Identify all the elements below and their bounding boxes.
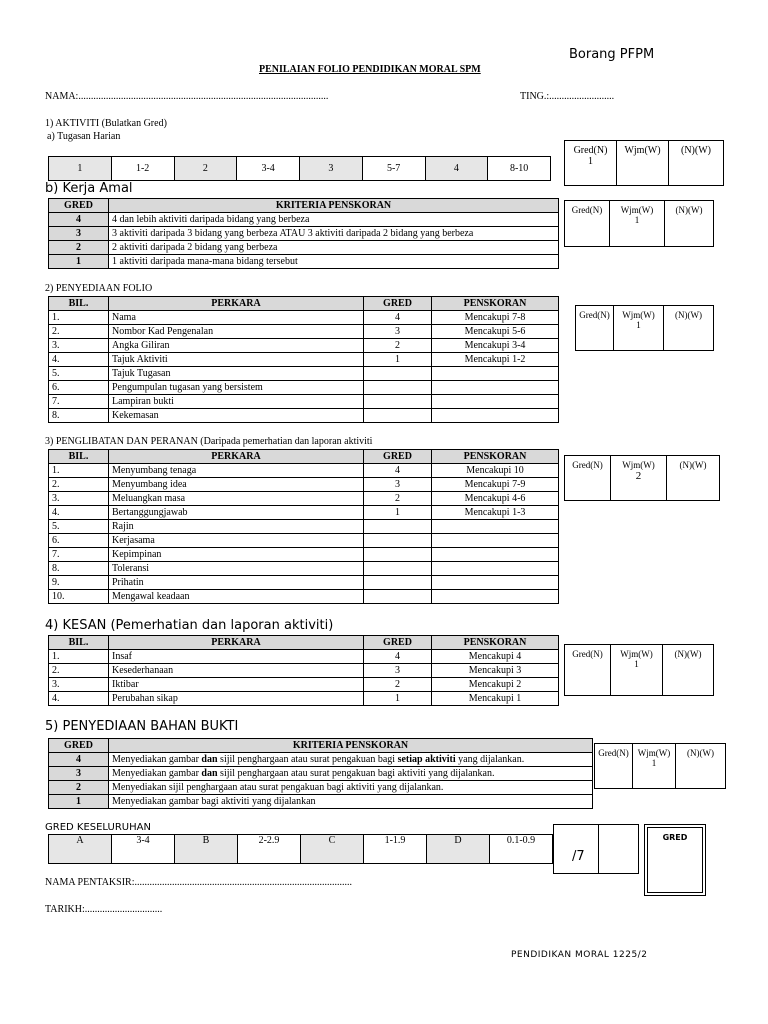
form-code: Borang PFPM [569, 47, 655, 62]
cell: 2-2.9 [238, 835, 301, 864]
gred-n: Gred(N) [595, 744, 633, 788]
kriteria: Menyediakan gambar dan sijil penghargaan atau surat pengakuan bagi setiap aktiviti yang dijalankan. [109, 753, 593, 767]
penskoran: Mencakupi 3-4 [432, 339, 559, 353]
table-row [49, 381, 559, 395]
kriteria: 3 aktiviti daripada 3 bidang yang berbeza ATAU 3 aktiviti daripada 2 bidang yang berbeza [109, 227, 559, 241]
col-header: BIL. [49, 450, 109, 464]
table-row [49, 353, 559, 367]
cell: A [49, 835, 112, 864]
nama-field[interactable]: NAMA:.................................................................................................... [45, 91, 329, 102]
bil: 5. [49, 367, 109, 381]
table-row [49, 562, 559, 576]
gred-n: Gred(N) [576, 306, 614, 350]
col-header: PERKARA [109, 636, 364, 650]
penskoran: Mencakupi 3 [432, 664, 559, 678]
ting-field[interactable]: TING.:.......................... [520, 91, 615, 102]
col-header: BIL. [49, 636, 109, 650]
cell: 3-4 [237, 157, 300, 181]
gred: 4 [364, 464, 432, 478]
bil: 4. [49, 692, 109, 706]
overall-table [48, 834, 553, 864]
table-row [49, 534, 559, 548]
cell: D [427, 835, 490, 864]
bil: 3. [49, 678, 109, 692]
perkara: Mengawal keadaan [109, 590, 364, 604]
table-row [49, 409, 559, 423]
bil: 4. [49, 506, 109, 520]
table-row [49, 478, 559, 492]
penglibatan-table [48, 449, 559, 604]
wjm-w: Wjm(W) [617, 141, 669, 185]
penskoran: Mencakupi 1 [432, 692, 559, 706]
penskoran: Mencakupi 1-3 [432, 506, 559, 520]
cell: 1-2 [111, 157, 174, 181]
n-w: (N)(W) [679, 460, 707, 470]
gred: 1 [49, 255, 109, 269]
perkara: Prihatin [109, 576, 364, 590]
wjm-w: Wjm(W) 2 [611, 456, 667, 500]
section4-heading: 4) KESAN (Pemerhatian dan laporan aktiviti) [45, 618, 334, 633]
section1b-heading: b) Kerja Amal [45, 181, 133, 196]
bahan-bukti-table [48, 738, 593, 809]
gred: 1 [364, 692, 432, 706]
col-header: GRED [364, 450, 432, 464]
bil: 10. [49, 590, 109, 604]
tarikh-field[interactable]: TARIKH:............................... [45, 904, 163, 915]
perkara: Menyumbang idea [109, 478, 364, 492]
cell: 3 [300, 157, 363, 181]
wjm-w: Wjm(W) 1 [614, 306, 664, 350]
perkara: Kekemasan [109, 409, 364, 423]
bil: 9. [49, 576, 109, 590]
perkara: Kerjasama [109, 534, 364, 548]
score-box-2 [575, 305, 714, 351]
gred: 3 [364, 478, 432, 492]
perkara: Rajin [109, 520, 364, 534]
wjm-w: Wjm(W) 1 [610, 201, 665, 246]
folio-table [48, 296, 559, 423]
perkara: Tajuk Aktiviti [109, 353, 364, 367]
penskoran: Mencakupi 7-8 [432, 311, 559, 325]
bil: 1. [49, 464, 109, 478]
perkara: Kesederhanaan [109, 664, 364, 678]
table-row [49, 311, 559, 325]
bil: 2. [49, 325, 109, 339]
table-row [49, 650, 559, 664]
gred [364, 562, 432, 576]
gred: 3 [364, 664, 432, 678]
bil: 2. [49, 664, 109, 678]
perkara: Menyumbang tenaga [109, 464, 364, 478]
col-header: PERKARA [109, 450, 364, 464]
penskoran [432, 395, 559, 409]
gred [364, 381, 432, 395]
cell: B [175, 835, 238, 864]
gred: 3 [49, 767, 109, 781]
perkara: Nombor Kad Pengenalan [109, 325, 364, 339]
table-row [49, 576, 559, 590]
section1-heading: 1) AKTIVITI (Bulatkan Gred) [45, 118, 167, 129]
gred [364, 409, 432, 423]
cell: 5-7 [362, 157, 425, 181]
col-header: GRED [364, 636, 432, 650]
kriteria: 4 dan lebih aktiviti daripada bidang yang berbeza [109, 213, 559, 227]
bil: 4. [49, 353, 109, 367]
perkara: Kepimpinan [109, 548, 364, 562]
overall-heading: GRED KESELURUHAN [45, 822, 151, 833]
kerja-amal-table [48, 198, 559, 269]
gred-n: Gred(N) [565, 645, 611, 695]
col-header: PERKARA [109, 297, 364, 311]
gred [364, 520, 432, 534]
col-header: KRITERIA PENSKORAN [109, 199, 559, 213]
kriteria: Menyediakan sijil penghargaan atau surat pengakuan bagi aktiviti yang dijalankan. [109, 781, 593, 795]
bil: 6. [49, 534, 109, 548]
penskoran [432, 562, 559, 576]
table-row [49, 367, 559, 381]
gred-box [644, 824, 706, 896]
bil: 2. [49, 478, 109, 492]
n-w: (N)(W) [674, 649, 702, 659]
gred: 4 [49, 213, 109, 227]
gred: 1 [49, 795, 109, 809]
aktiviti-table [48, 156, 551, 181]
score-box-1b [564, 200, 714, 247]
gred [364, 367, 432, 381]
perkara: Perubahan sikap [109, 692, 364, 706]
gred: 3 [364, 325, 432, 339]
penskoran: Mencakupi 4-6 [432, 492, 559, 506]
col-header: KRITERIA PENSKORAN [109, 739, 593, 753]
penskoran: Mencakupi 2 [432, 678, 559, 692]
perkara: Toleransi [109, 562, 364, 576]
perkara: Insaf [109, 650, 364, 664]
score-box-4 [564, 644, 714, 696]
bil: 5. [49, 520, 109, 534]
cell: 3-4 [112, 835, 175, 864]
gred: 2 [49, 781, 109, 795]
table-row [49, 520, 559, 534]
bil: 8. [49, 562, 109, 576]
bil: 1. [49, 311, 109, 325]
gred: 4 [49, 753, 109, 767]
gred: 2 [364, 492, 432, 506]
penskoran: Mencakupi 4 [432, 650, 559, 664]
gred [364, 548, 432, 562]
table-row [49, 492, 559, 506]
gred [364, 576, 432, 590]
perkara: Tajuk Tugasan [109, 367, 364, 381]
kriteria: Menyediakan gambar bagi aktiviti yang dijalankan [109, 795, 593, 809]
cell: 0.1-0.9 [490, 835, 553, 864]
penskoran [432, 520, 559, 534]
penskoran: Mencakupi 7-9 [432, 478, 559, 492]
penskoran [432, 534, 559, 548]
penskoran [432, 576, 559, 590]
table-row [49, 548, 559, 562]
bil: 8. [49, 409, 109, 423]
gred [364, 590, 432, 604]
gred: 3 [49, 227, 109, 241]
gred [364, 534, 432, 548]
gred-label: GRED [662, 833, 688, 842]
wjm-w: Wjm(W) 1 [611, 645, 663, 695]
col-header: GRED [49, 739, 109, 753]
page-title: PENILAIAN FOLIO PENDIDIKAN MORAL SPM [259, 64, 481, 75]
total-box [553, 824, 639, 874]
cell: C [301, 835, 364, 864]
section1-sub: a) Tugasan Harian [47, 131, 121, 142]
gred: 2 [49, 241, 109, 255]
penskoran [432, 381, 559, 395]
col-header: PENSKORAN [432, 297, 559, 311]
table-row [49, 464, 559, 478]
col-header: PENSKORAN [432, 636, 559, 650]
perkara: Angka Giliran [109, 339, 364, 353]
gred-n: Gred(N) [565, 201, 610, 246]
gred-n: Gred(N) [565, 456, 611, 500]
penskoran: Mencakupi 5-6 [432, 325, 559, 339]
table-row [49, 590, 559, 604]
table-row [49, 678, 559, 692]
penskoran [432, 590, 559, 604]
gred: 4 [364, 311, 432, 325]
bil: 1. [49, 650, 109, 664]
penskoran [432, 548, 559, 562]
perkara: Pengumpulan tugasan yang bersistem [109, 381, 364, 395]
n-w: (N)(W) [687, 748, 714, 758]
n-w: (N)(W) [675, 310, 702, 320]
gred: 1 [364, 506, 432, 520]
kriteria: 2 aktiviti daripada 2 bidang yang berbeza [109, 241, 559, 255]
perkara: Bertanggungjawab [109, 506, 364, 520]
col-header: BIL. [49, 297, 109, 311]
perkara: Nama [109, 311, 364, 325]
perkara: Iktibar [109, 678, 364, 692]
cell: 8-10 [488, 157, 551, 181]
gred: 2 [364, 339, 432, 353]
table-row [49, 664, 559, 678]
penskoran [432, 409, 559, 423]
table-row [49, 506, 559, 520]
col-header: PENSKORAN [432, 450, 559, 464]
table-row [49, 325, 559, 339]
score-box-5 [594, 743, 726, 789]
bil: 7. [49, 395, 109, 409]
perkara: Lampiran bukti [109, 395, 364, 409]
cell: 1 [49, 157, 112, 181]
footer-text: PENDIDIKAN MORAL 1225/2 [511, 950, 648, 960]
gred: 4 [364, 650, 432, 664]
bil: 3. [49, 492, 109, 506]
table-row [49, 339, 559, 353]
kesan-table [48, 635, 559, 706]
bil: 3. [49, 339, 109, 353]
score-box-3 [564, 455, 720, 501]
penskoran [432, 367, 559, 381]
pentaksir-field[interactable]: NAMA PENTAKSIR:....................................................................................... [45, 877, 352, 888]
penskoran: Mencakupi 1-2 [432, 353, 559, 367]
bil: 7. [49, 548, 109, 562]
kriteria: Menyediakan gambar dan sijil penghargaan atau surat pengakuan bagi aktiviti yang dijalankan. [109, 767, 593, 781]
wjm-w: Wjm(W) 1 [633, 744, 676, 788]
penskoran: Mencakupi 10 [432, 464, 559, 478]
table-row [49, 395, 559, 409]
kriteria: 1 aktiviti daripada mana-mana bidang tersebut [109, 255, 559, 269]
section2-heading: 2) PENYEDIAAN FOLIO [45, 283, 153, 294]
col-header: GRED [364, 297, 432, 311]
gred [364, 395, 432, 409]
cell: 1-1.9 [364, 835, 427, 864]
gred: 1 [364, 353, 432, 367]
col-header: GRED [49, 199, 109, 213]
gred: 2 [364, 678, 432, 692]
cell: 4 [425, 157, 488, 181]
section5-heading: 5) PENYEDIAAN BAHAN BUKTI [45, 719, 239, 734]
score-box-1 [564, 140, 724, 186]
total-value: /7 [572, 849, 585, 864]
cell: 2 [174, 157, 237, 181]
section3-heading: 3) PENGLIBATAN DAN PERANAN (Daripada pemerhatian dan laporan aktiviti [45, 436, 373, 447]
n-w: (N)(W) [675, 205, 703, 215]
gred-n: Gred(N) 1 [565, 141, 617, 185]
perkara: Meluangkan masa [109, 492, 364, 506]
table-row [49, 692, 559, 706]
n-w: (N)(W) [681, 145, 711, 156]
bil: 6. [49, 381, 109, 395]
